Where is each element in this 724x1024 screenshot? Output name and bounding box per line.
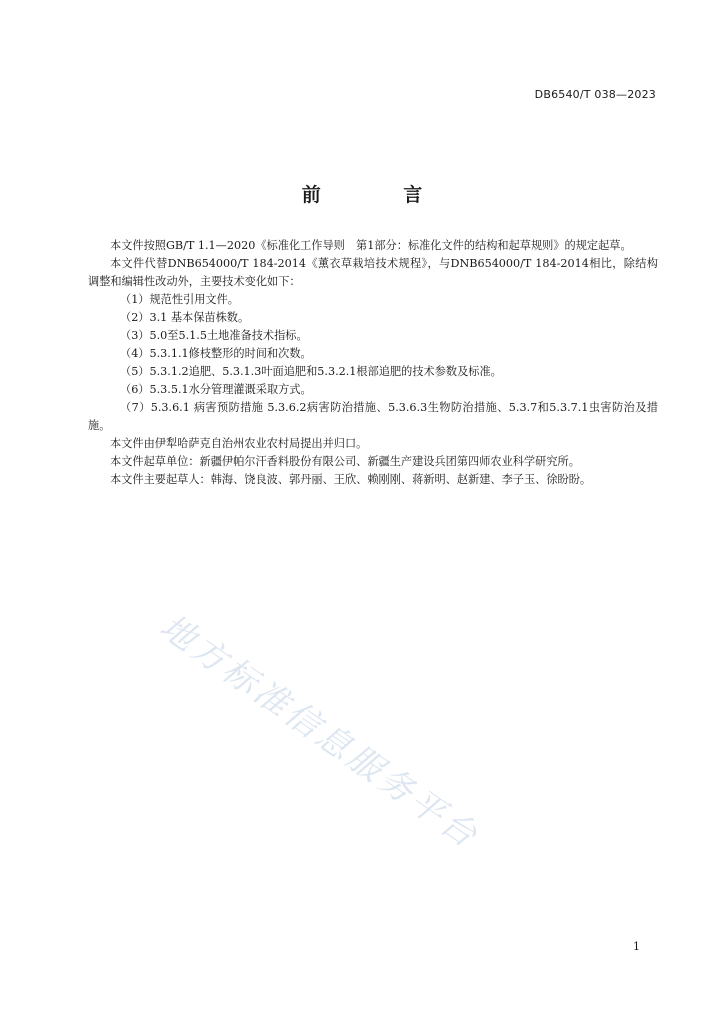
page-number: 1 [633, 940, 640, 953]
watermark-text: 地方标准信息服务平台 [152, 606, 487, 858]
change-item: （2）3.1 基本保苗株数。 [120, 311, 250, 324]
document-code: DB6540/T 038—2023 [534, 88, 656, 101]
paragraph-proposer: 本文件由伊犁哈萨克自治州农业农村局提出并归口。 [110, 437, 368, 450]
paragraph-drafters: 本文件主要起草人：韩海、饶良波、郭丹丽、王欣、赖刚刚、蒋新明、赵新建、李子玉、徐盼盼。 [110, 473, 592, 486]
paragraph-drafting-units: 本文件起草单位：新疆伊帕尔汗香料股份有限公司、新疆生产建设兵团第四师农业科学研究所。 [110, 455, 580, 468]
preface-body [88, 237, 658, 489]
paragraph-replacement: 本文件代替DNB654000/T 184-2014《薰衣草栽培技术规程》，与DNB654000/T 184-2014相比，除结构调整和编辑性改动外，主要技术变化如下： [88, 257, 658, 288]
page-title: 前 言 [301, 184, 461, 206]
change-item: （3）5.0至5.1.5土地准备技术指标。 [120, 329, 308, 342]
change-item: （6）5.3.5.1水分管理灌溉采取方式。 [120, 383, 312, 396]
change-item: （1）规范性引用文件。 [120, 293, 239, 306]
change-item: （5）5.3.1.2追肥、5.3.1.3叶面追肥和5.3.2.1根部追肥的技术参数及标准。 [120, 365, 502, 378]
change-item: （7）5.3.6.1 病害预防措施 5.3.6.2病害防治措施、5.3.6.3生物防治措施、5.3.7和5.3.7.1虫害防治及措施。 [88, 401, 658, 432]
paragraph-drafting-basis: 本文件按照GB/T 1.1—2020《标准化工作导则 第1部分：标准化文件的结构和起草规则》的规定起草。 [110, 239, 632, 252]
change-item: （4）5.3.1.1修枝整形的时间和次数。 [120, 347, 312, 360]
